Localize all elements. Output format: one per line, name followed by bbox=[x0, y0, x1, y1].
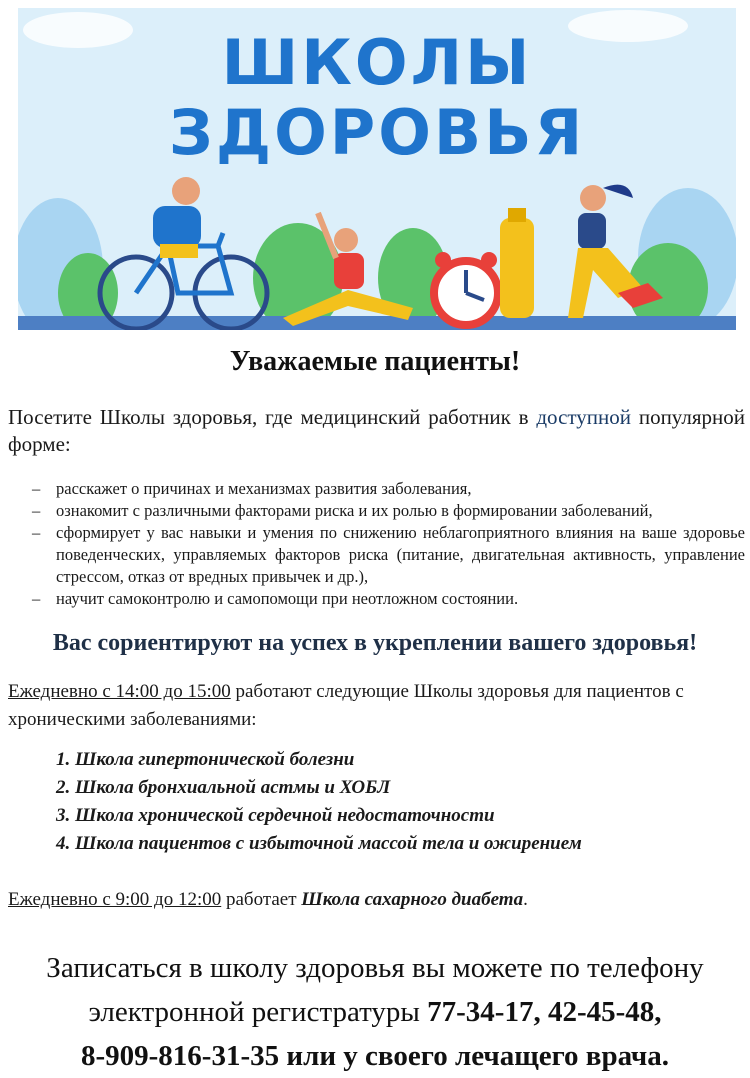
diabetes-schedule-text: работает bbox=[221, 889, 302, 910]
list-item: 2. Школа бронхиальной астмы и ХОБЛ bbox=[56, 777, 391, 798]
schedule-text: работают следующие Школы здоровья для пациентов с хроническими заболеваниями: bbox=[8, 681, 684, 730]
success-highlight: Вас сориентируют на успех в укреплении вашего здоровья! bbox=[52, 630, 698, 656]
list-item bbox=[8, 500, 745, 522]
list-item-text: научит самоконтролю и самопомощи при неотложном состоянии. bbox=[56, 589, 519, 608]
contact-line1: Записаться в школу здоровья вы можете по телефону bbox=[46, 952, 704, 984]
list-item bbox=[8, 588, 745, 610]
cyclist-icon bbox=[100, 177, 267, 329]
dash-bullet-icon: – bbox=[32, 479, 41, 498]
dash-bullet-icon: – bbox=[32, 589, 41, 608]
list-item: 4. Школа пациентов с избыточной массой тела и ожирением bbox=[56, 833, 582, 854]
phone-mobile-and-doctor: 8-909-816-31-35 или у своего лечащего врача. bbox=[80, 1040, 670, 1072]
diabetes-schedule-paragraph bbox=[8, 886, 745, 914]
page-heading: Уважаемые пациенты! bbox=[229, 346, 521, 377]
intro-paragraph bbox=[8, 404, 745, 458]
list-item: 1. Школа гипертонической болезни bbox=[56, 749, 355, 770]
dash-bullet-icon: – bbox=[32, 501, 41, 520]
alarm-clock-icon bbox=[434, 252, 498, 325]
bottle-icon bbox=[500, 208, 534, 318]
contact-line2-text: электронной регистратуры bbox=[88, 996, 428, 1028]
list-item: 3. Школа хронической сердечной недостаточности bbox=[56, 805, 495, 826]
intro-text-accent: доступной bbox=[536, 405, 632, 429]
list-item-text: ознакомит с различными факторами риска и их ролью в формировании заболеваний, bbox=[56, 501, 653, 520]
list-item bbox=[8, 478, 745, 500]
list-item-text: сформирует у вас навыки и умения по снижению неблагоприятного влияния на ваше здоровье поведенческих, управляемых факторов риска (питание, двигательная активность, управление стрессом, отказ от вредных привычек и др.), bbox=[56, 523, 745, 586]
contact-line3 bbox=[0, 1034, 750, 1078]
health-school-banner bbox=[18, 8, 736, 330]
contact-block bbox=[0, 946, 750, 1078]
benefits-list bbox=[8, 478, 745, 610]
list-item-text: расскажет о причинах и механизмах развития заболевания, bbox=[56, 479, 472, 498]
diabetes-schedule-time: Ежедневно с 9:00 до 12:00 bbox=[8, 889, 222, 910]
intro-text-part1: Посетите Школы здоровья, где медицинский работник в bbox=[8, 405, 537, 429]
dash-bullet-icon: – bbox=[32, 523, 41, 542]
diabetes-school-name: Школа сахарного диабета bbox=[301, 889, 524, 910]
contact-line2 bbox=[0, 990, 750, 1034]
diabetes-schedule-end: . bbox=[523, 889, 528, 910]
schedule-paragraph bbox=[8, 678, 745, 734]
phone-numbers: 77-34-17, 42-45-48, bbox=[427, 996, 662, 1028]
banner-title-line2: ЗДОРОВЬЯ bbox=[168, 96, 586, 169]
intro-text-part3: популярной форме: bbox=[8, 405, 745, 456]
schools-list bbox=[56, 746, 582, 858]
banner-title-line1: ШКОЛЫ bbox=[221, 26, 533, 99]
schedule-time: Ежедневно с 14:00 до 15:00 bbox=[8, 681, 231, 702]
list-item bbox=[8, 522, 745, 588]
